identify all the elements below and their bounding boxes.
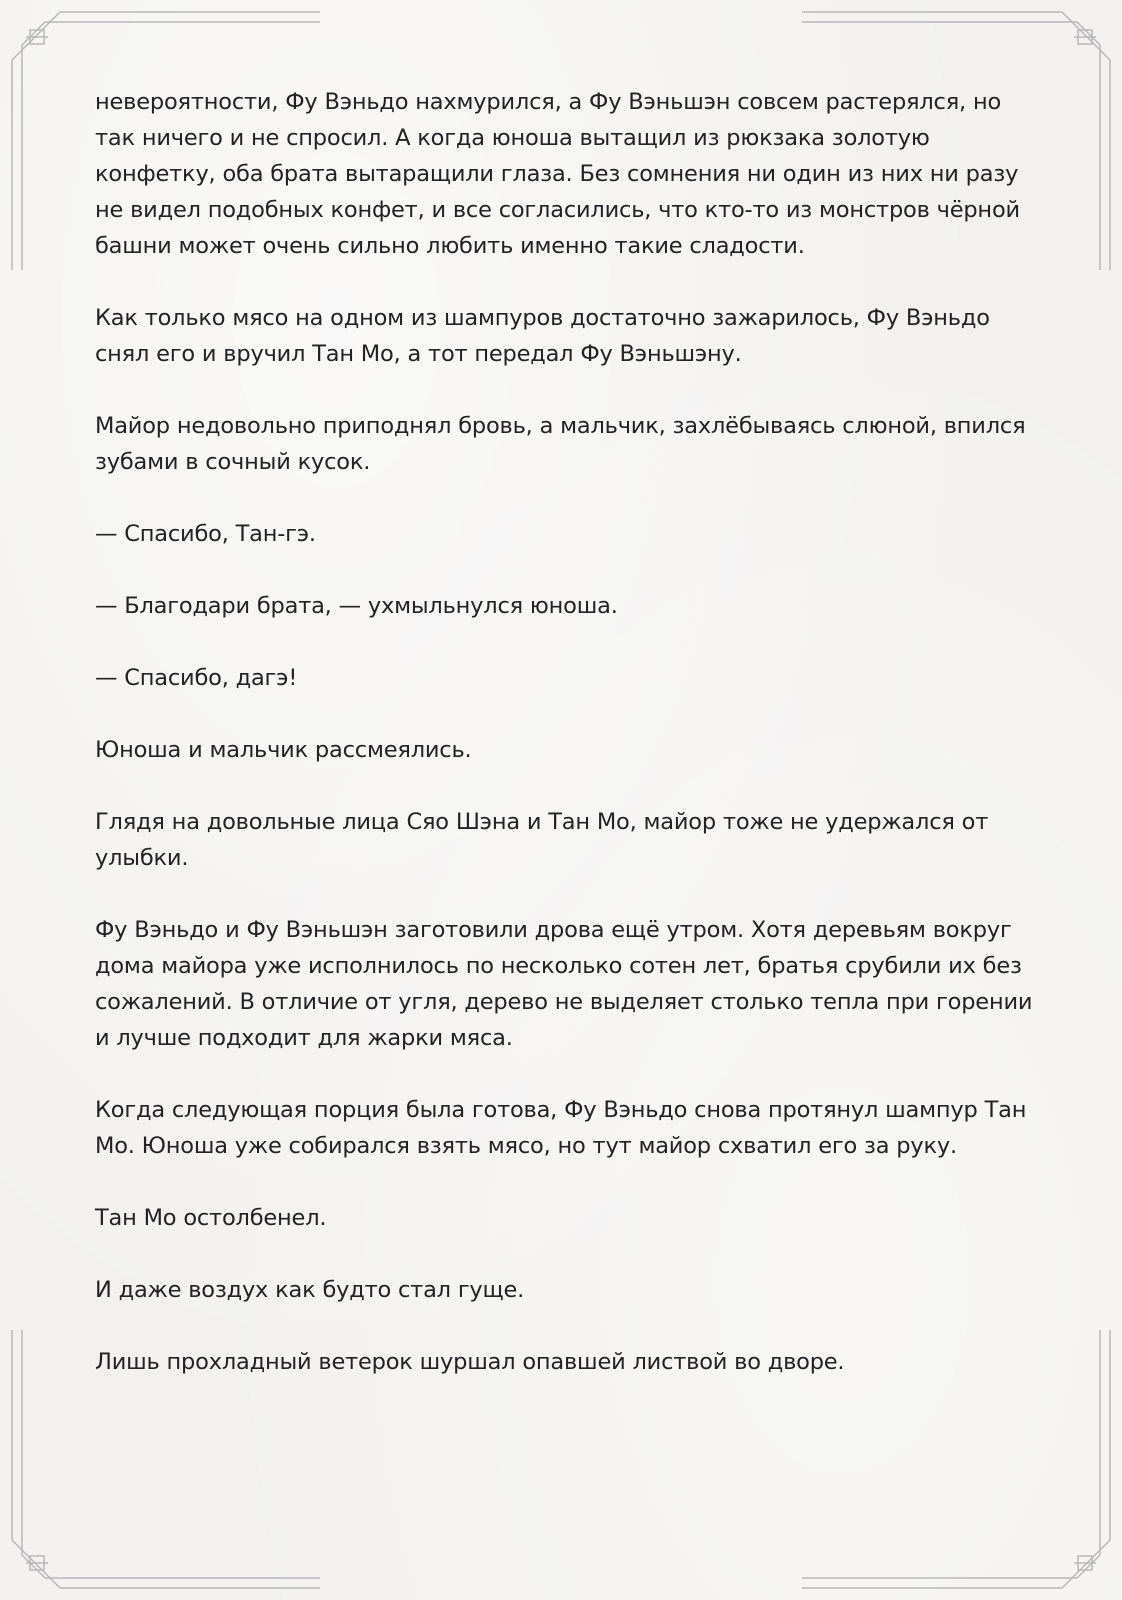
dialogue-line: — Благодари брата, — ухмыльнулся юноша. <box>95 593 618 619</box>
paragraph: Как только мясо на одном из шампуров достаточно зажарилось, Фу Вэньдо снял его и вручил Тан Мо, а тот передал Фу Вэньшэну. <box>95 305 990 367</box>
paragraph: Лишь прохладный ветерок шуршал опавшей листвой во дворе. <box>95 1349 845 1375</box>
paragraph: Майор недовольно приподнял бровь, а мальчик, захлёбываясь слюной, впился зубами в сочный кусок. <box>95 413 1026 475</box>
dialogue-line: — Спасибо, дагэ! <box>95 665 298 691</box>
paragraph: невероятности, Фу Вэньдо нахмурился, а Фу Вэньшэн совсем растерялся, но так ничего и не спросил. А когда юноша вытащил из рюкзака золотую конфетку, оба брата вытаращили глаза. Без сомнения ни один из них ни разу не видел подобных конфет, и все согласились, что кто-то из монстров чёрной башни может очень сильно любить именно такие сладости. <box>95 89 1020 259</box>
dialogue-line: — Спасибо, Тан-гэ. <box>95 521 316 547</box>
paragraph: И даже воздух как будто стал гуще. <box>95 1277 525 1303</box>
paragraph: Тан Мо остолбенел. <box>95 1205 327 1231</box>
chapter-text <box>95 84 1035 1416</box>
paragraph: Глядя на довольные лица Сяо Шэна и Тан Мо, майор тоже не удержался от улыбки. <box>95 809 989 871</box>
paragraph: Юноша и мальчик рассмеялись. <box>95 737 472 763</box>
paragraph: Когда следующая порция была готова, Фу Вэньдо снова протянул шампур Тан Мо. Юноша уже собирался взять мясо, но тут майор схватил его за руку. <box>95 1097 1027 1159</box>
paragraph: Фу Вэньдо и Фу Вэньшэн заготовили дрова ещё утром. Хотя деревьям вокруг дома майора уже исполнилось по несколько сотен лет, братья срубили их без сожалений. В отличие от угля, дерево не выделяет столько тепла при горении и лучше подходит для жарки мяса. <box>95 917 1033 1051</box>
